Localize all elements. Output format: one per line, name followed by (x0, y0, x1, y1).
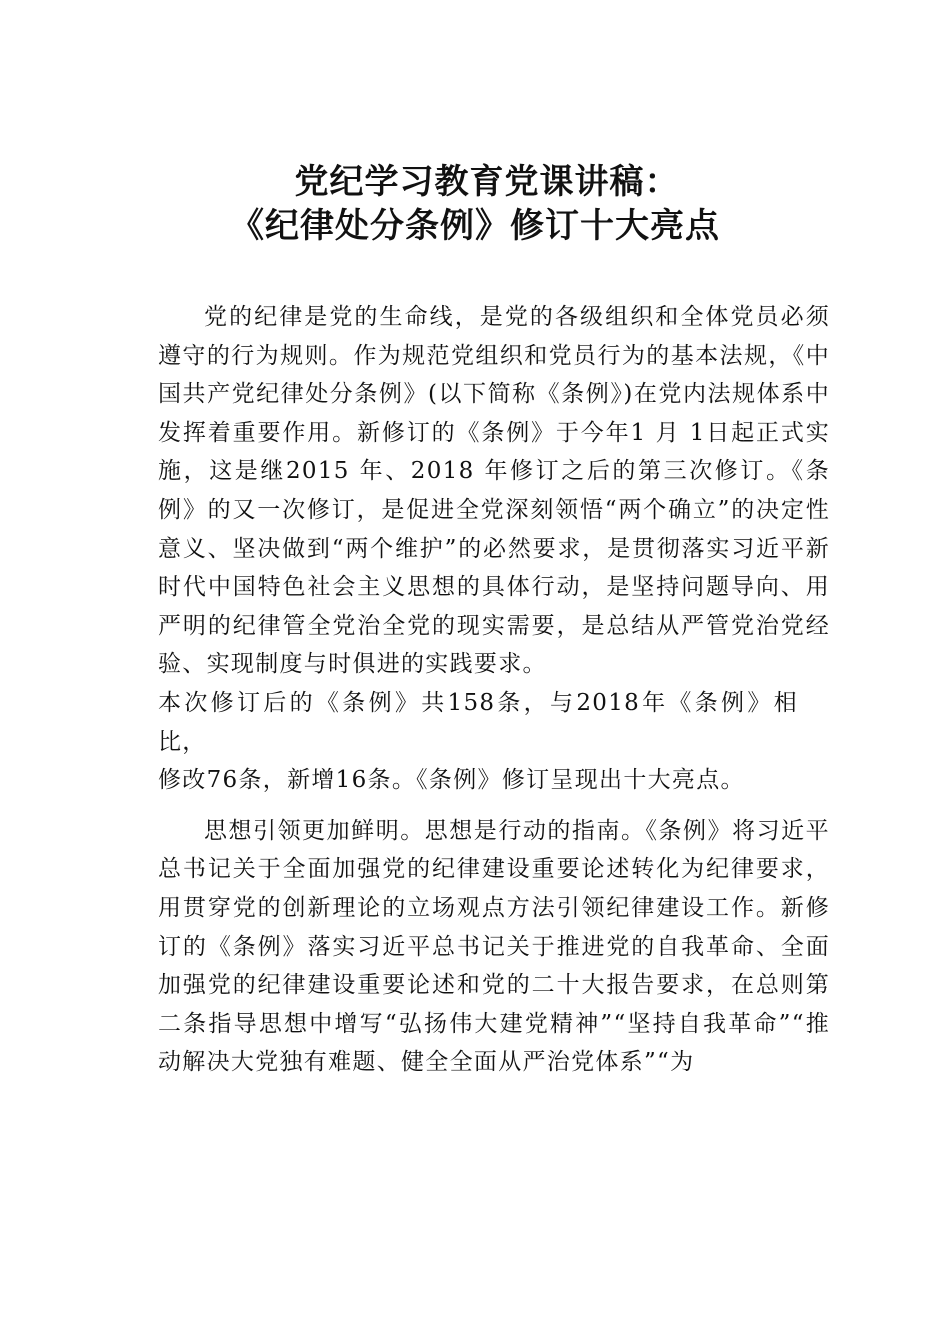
paragraph-highlight-1: 思想引领更加鲜明。思想是行动的指南。《条例》将习近平总书记关于全面加强党的纪律建设重要论述转化为纪律要求，用贯穿党的创新理论的立场观点方法引领纪律建设工作。新修订的《条例》落实习近平总书记关于推进党的自我革命、全面加强党的纪律建设重要论述和党的二十大报告要求，在总则第二条指导思想中增写“弘扬伟大建党精神”“坚持自我革命”“推动解决大党独有难题、健全全面从严治党体系”“为 (158, 817, 830, 1076)
paragraph-intro-stats: 本次修订后的《条例》共158条，与2018年《条例》相比， (158, 689, 798, 755)
title-line-1: 党纪学习教育党课讲稿： (294, 162, 680, 202)
paragraph-intro-stats-cont: 修改76条，新增16条。《条例》修订呈现出十大亮点。 (158, 767, 745, 794)
document-title (0, 160, 950, 248)
document-body (158, 298, 830, 1082)
paragraph-intro: 党的纪律是党的生命线，是党的各级组织和全体党员必须遵守的行为规则。作为规范党组织和党员行为的基本法规，《中国共产党纪律处分条例》(以下简称《条例》)在党内法规体系中发挥着重要作用。新修订的《条例》于今年1 月 1日起正式实施，这是继2015 年、2018 年修订之后的第三次修订。《条例》的又一次修订，是促进全党深刻领悟“两个确立”的决定性意义、坚决做到“两个维护”的必然要求，是贯彻落实习近平新时代中国特色社会主义思想的具体行动，是坚持问题导向、用严明的纪律管全党治全党的现实需要，是总结从严管党治党经验、实现制度与时俱进的实践要求。 (158, 304, 830, 678)
title-line-2: 《纪律处分条例》修订十大亮点 (230, 206, 720, 246)
